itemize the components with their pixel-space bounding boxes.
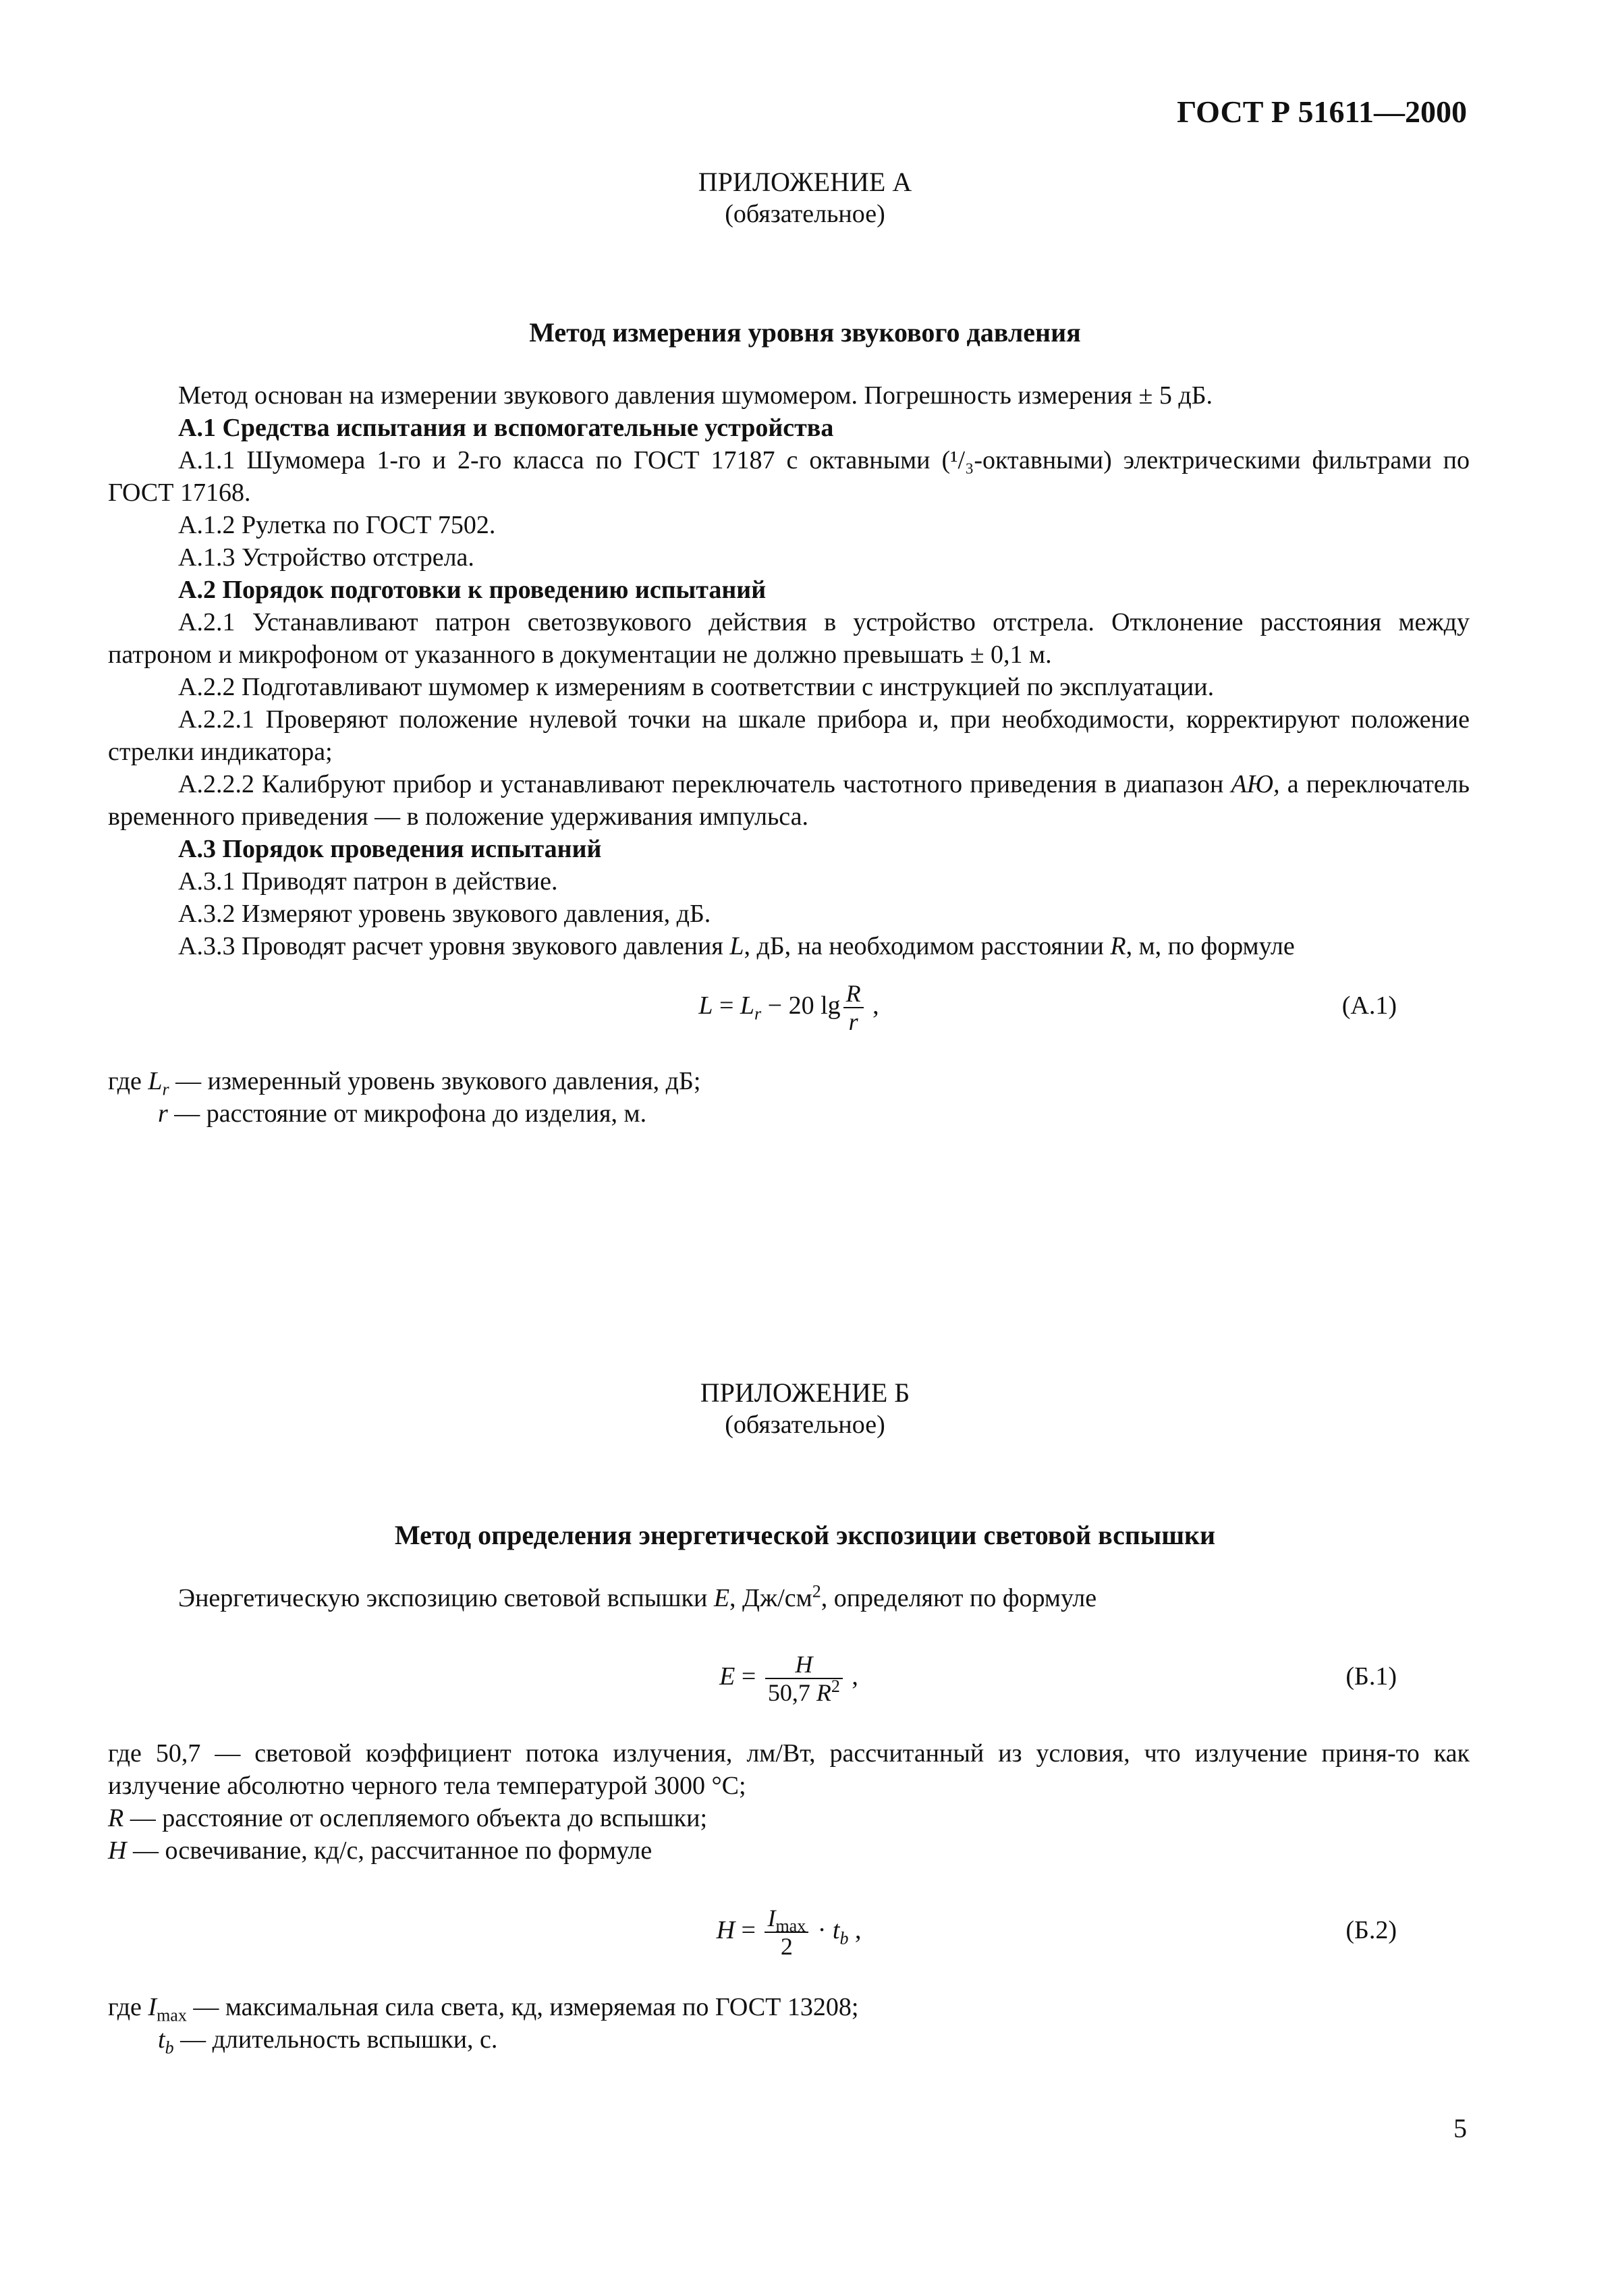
paragraph-a-1-3: А.1.3 Устройство отстрела. <box>178 543 474 572</box>
paragraph-a-1-2: А.1.2 Рулетка по ГОСТ 7502. <box>178 511 496 539</box>
where-r: r — расстояние от микрофона до изделия, м. <box>158 1099 647 1128</box>
paragraph-a-2-2-2: А.2.2.2 Калибруют прибор и устанавливают переключатель частотного приведения в диапазон АЮ, а переключатель временного приведения — в положение удерживания импульса. <box>108 770 1470 831</box>
where-tb: $t_b$ — длительность вспышки, с. <box>158 2025 498 2058</box>
fraction-h-over-r2: $\frac{H}{50,7 R^2}$ <box>765 1651 843 1706</box>
section-a3-title: А.3 Порядок проведения испытаний <box>178 835 602 863</box>
appendix-a-status: (обязательное) <box>725 200 885 228</box>
paragraph-a-2-2: А.2.2 Подготавливают шумомер к измерениям в соответствии с инструкцией по эксплуатации. <box>178 673 1215 701</box>
standard-number: ГОСТ Р 51611—2000 <box>1177 94 1467 129</box>
fraction-imax-over-2: $\frac{I_{max}}{2}$ <box>765 1905 808 1960</box>
section-a1-title: А.1 Средства испытания и вспомогательные устройства <box>178 414 834 442</box>
equation-b2-number: (Б.2) <box>1345 1916 1397 1944</box>
appendix-b-label: ПРИЛОЖЕНИЕ Б <box>700 1377 910 1408</box>
where-H: H — освечивание, кд/с, рассчитанное по формуле <box>108 1836 653 1865</box>
equation-a1-body: $L = L_r - 20$ lg $\frac{R}{r}$ , <box>698 980 879 1036</box>
equation-b1 <box>108 1644 1470 1709</box>
paragraph-a-3-2: А.3.2 Измеряют уровень звукового давления, дБ. <box>178 900 711 928</box>
equation-a1-number: (А.1) <box>1341 991 1397 1020</box>
paragraph-a-2-1: А.2.1 Устанавливают патрон светозвукового действия в устройство отстрела. Отклонение расстояния между патроном и микрофоном от указанного в документации не должно превышать ± 0,1 м. <box>108 608 1470 669</box>
appendix-b-status: (обязательное) <box>725 1411 885 1439</box>
where-R: R — расстояние от ослепляемого объекта до вспышки; <box>108 1804 707 1832</box>
section-a2-title: А.2 Порядок подготовки к проведению испытаний <box>178 576 767 604</box>
intro-b-paragraph: Энергетическую экспозицию световой вспышки E, $Дж/см^2$, определяют по формуле <box>178 1581 1097 1612</box>
fraction-r-over-r: $\frac{R}{r}$ <box>843 980 864 1035</box>
equation-b1-body: E = $\frac{H}{50,7 R^2}$ , <box>719 1651 858 1707</box>
equation-a1 <box>108 973 1470 1038</box>
equation-b2 <box>108 1898 1470 1963</box>
intro-paragraph: Метод основан на измерении звукового давления шумомером. Погрешность измерения ± 5 дБ. <box>178 381 1213 410</box>
appendix-b-intro <box>108 1582 1470 1614</box>
appendix-b-title: Метод определения энергетической экспозиции световой вспышки <box>394 1520 1216 1550</box>
appendix-b-where <box>108 1737 1470 1867</box>
appendix-a-title: Метод измерения уровня звукового давления <box>529 317 1081 348</box>
appendix-a-where <box>108 1065 1470 1130</box>
paragraph-a-3-3: А.3.3 Проводят расчет уровня звукового давления L, дБ, на необходимом расстоянии R, м, по формуле <box>178 932 1295 960</box>
appendix-a-body <box>108 379 1470 962</box>
appendix-b-where-2 <box>108 1991 1470 2056</box>
appendix-a-label: ПРИЛОЖЕНИЕ А <box>698 167 912 197</box>
paragraph-a-3-1: А.3.1 Приводят патрон в действие. <box>178 867 558 896</box>
where-coefficient: где 50,7 — световой коэффициент потока излучения, лм/Вт, рассчитанный из условия, что излучение приня-то как излучение абсолютно черного тела температурой 3000 °С; <box>108 1739 1470 1800</box>
paragraph-a-1-1: А.1.1 Шумомера 1-го и 2-го класса по ГОСТ 17187 с октавными (¹/₃-октавными) электрическими фильтрами по ГОСТ 17168. <box>108 446 1470 507</box>
where-imax: где $I_{max}$ — максимальная сила света, кд, измеряемая по ГОСТ 13208; <box>108 1993 859 2025</box>
page-number: 5 <box>1453 2113 1467 2143</box>
paragraph-a-2-2-1: А.2.2.1 Проверяют положение нулевой точки на шкале прибора и, при необходимости, корректируют положение стрелки индикатора; <box>108 705 1470 766</box>
equation-b2-body: H = $\frac{I_{max}}{2}$ · $t_b$ , <box>716 1905 862 1961</box>
where-lr: где $L_r$ — измеренный уровень звукового давления, дБ; <box>108 1067 701 1099</box>
equation-b1-number: (Б.1) <box>1345 1662 1397 1691</box>
